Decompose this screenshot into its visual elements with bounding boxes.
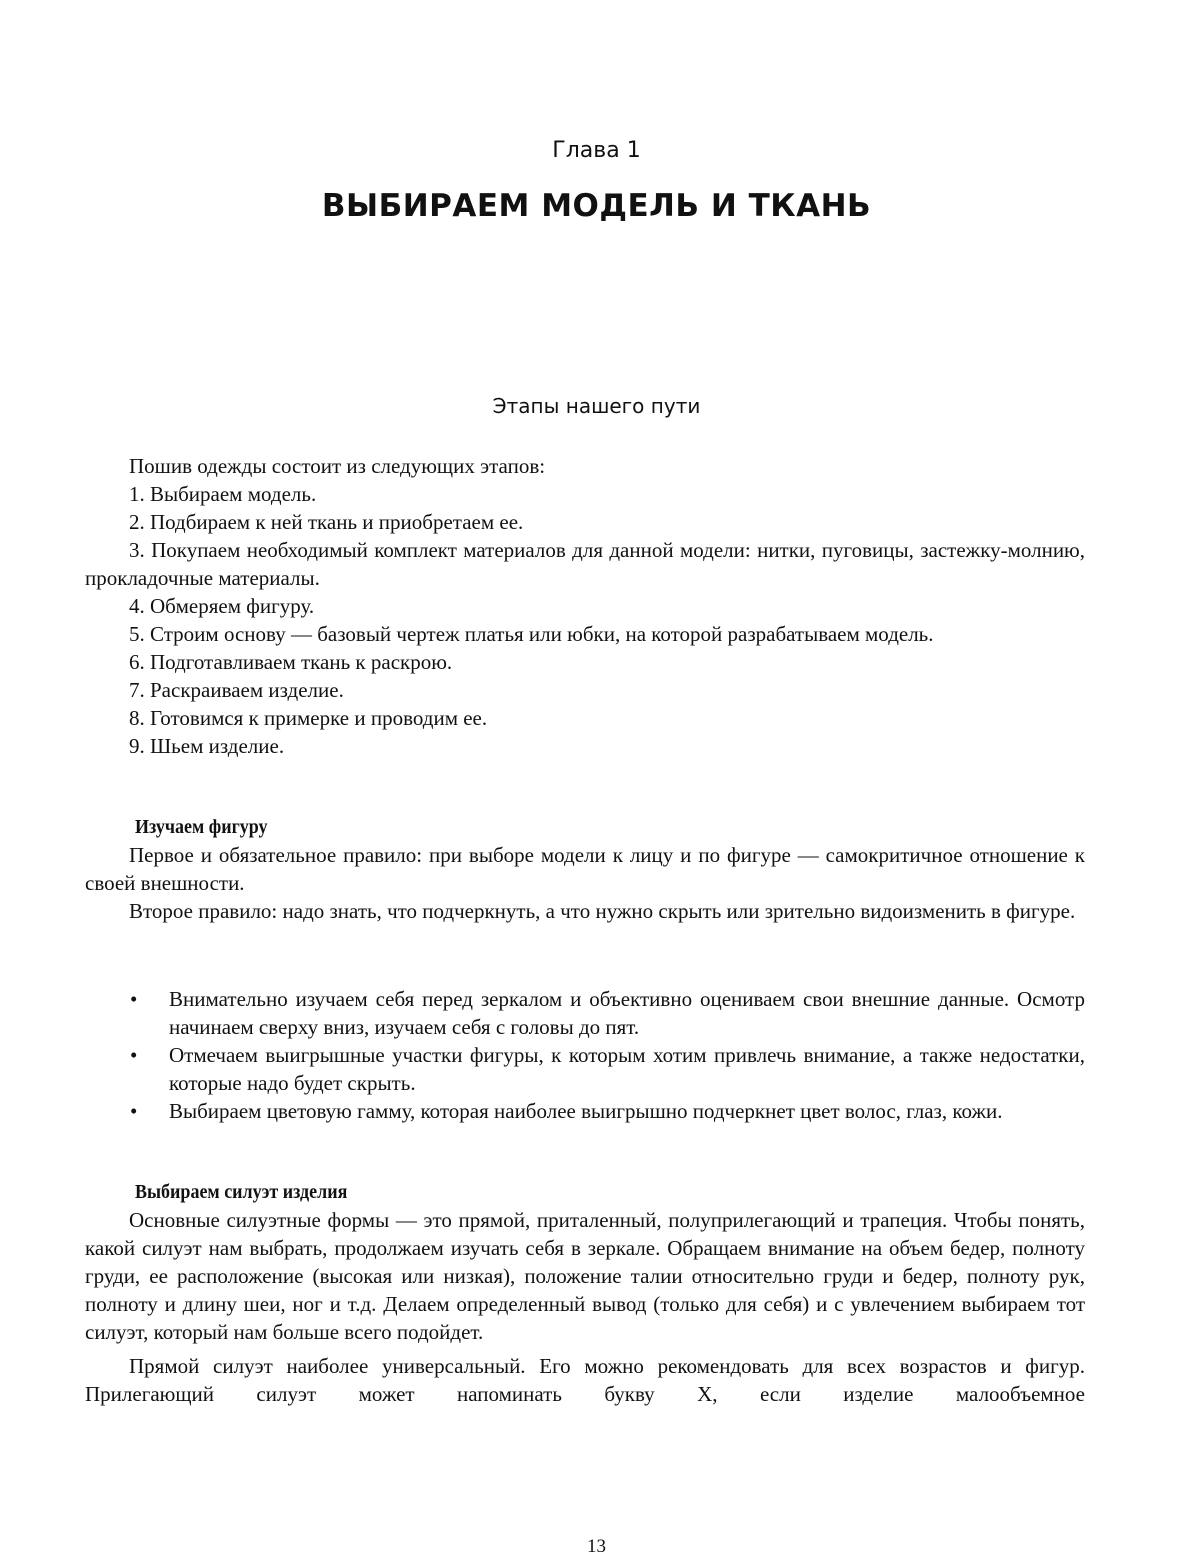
bullet-item (130, 1097, 1085, 1125)
steps-intro: Пошив одежды состоит из следующих этапов: (129, 454, 546, 478)
section-heading: Этапы нашего пути (492, 394, 701, 418)
bullet-text: Выбираем цветовую гамму, которая наиболее выигрышно подчеркнет цвет волос, глаз, кожи. (169, 1099, 1003, 1123)
figure-section (85, 813, 1085, 925)
bullet-marker: • (130, 1099, 138, 1123)
bullet-item (130, 985, 1085, 1041)
step-item: 8. Готовимся к примерке и проводим ее. (129, 706, 488, 730)
bullet-text: Внимательно изучаем себя перед зеркалом и объективно оцениваем свои внешние данные. Осмотр начинаем сверху вниз, изучаем себя с головы до пят. (169, 987, 1085, 1039)
paragraph: Первое и обязательное правило: при выборе модели к лицу и по фигуре — самокритичное отношение к своей внешности. (85, 843, 1085, 895)
step-item: 6. Подготавливаем ткань к раскрою. (129, 650, 453, 674)
chapter-label: Глава 1 (552, 138, 641, 163)
paragraph: Второе правило: надо знать, что подчеркнуть, а что нужно скрыть или зрительно видоизменить в фигуре. (129, 899, 1076, 923)
silhouette-heading: Выбираем силуэт изделия (135, 1181, 348, 1203)
figure-heading: Изучаем фигуру (135, 816, 268, 838)
chapter-title: ВЫБИРАЕМ МОДЕЛЬ И ТКАНЬ (321, 188, 872, 224)
step-item: 9. Шьем изделие. (129, 734, 285, 758)
steps-block (85, 452, 1085, 760)
step-item: 1. Выбираем модель. (129, 482, 317, 506)
step-item: 4. Обмеряем фигуру. (129, 594, 315, 618)
page-number: 13 (587, 1536, 606, 1557)
bullet-item (130, 1041, 1085, 1097)
bullet-text: Отмечаем выигрышные участки фигуры, к которым хотим привлечь внимание, а также недостатки, которые надо будет скрыть. (169, 1043, 1085, 1095)
step-item: 2. Подбираем к ней ткань и приобретаем ее. (129, 510, 524, 534)
paragraph: Прямой силуэт наиболее универсальный. Его можно рекомендовать для всех возрастов и фигур. Прилегающий силуэт может напоминать букву Х, если изделие малообъемное (85, 1354, 1085, 1406)
paragraph: Основные силуэтные формы — это прямой, приталенный, полуприлегающий и трапеция. Чтобы понять, какой силуэт нам выбрать, продолжаем изучать себя в зеркале. Обращаем внимание на объем бедер, полноту груди, ее расположение (высокая или низкая), положение талии относительно груди и бедер, полноту рук, полноту и длину шеи, ног и т.д. Делаем определенный вывод (только для себя) и с увлечением выбираем тот силуэт, который нам больше всего подойдет. (85, 1208, 1085, 1344)
step-item: 7. Раскраиваем изделие. (129, 678, 344, 702)
step-item: 5. Строим основу — базовый чертеж платья или юбки, на которой разрабатываем модель. (129, 622, 934, 646)
bullet-list (130, 985, 1085, 1125)
bullet-marker: • (130, 987, 138, 1011)
silhouette-section (85, 1178, 1085, 1408)
step-item: 3. Покупаем необходимый комплект материалов для данной модели: нитки, пуговицы, застежку-молнию, прокладочные материалы. (85, 538, 1085, 590)
bullet-marker: • (130, 1043, 138, 1067)
